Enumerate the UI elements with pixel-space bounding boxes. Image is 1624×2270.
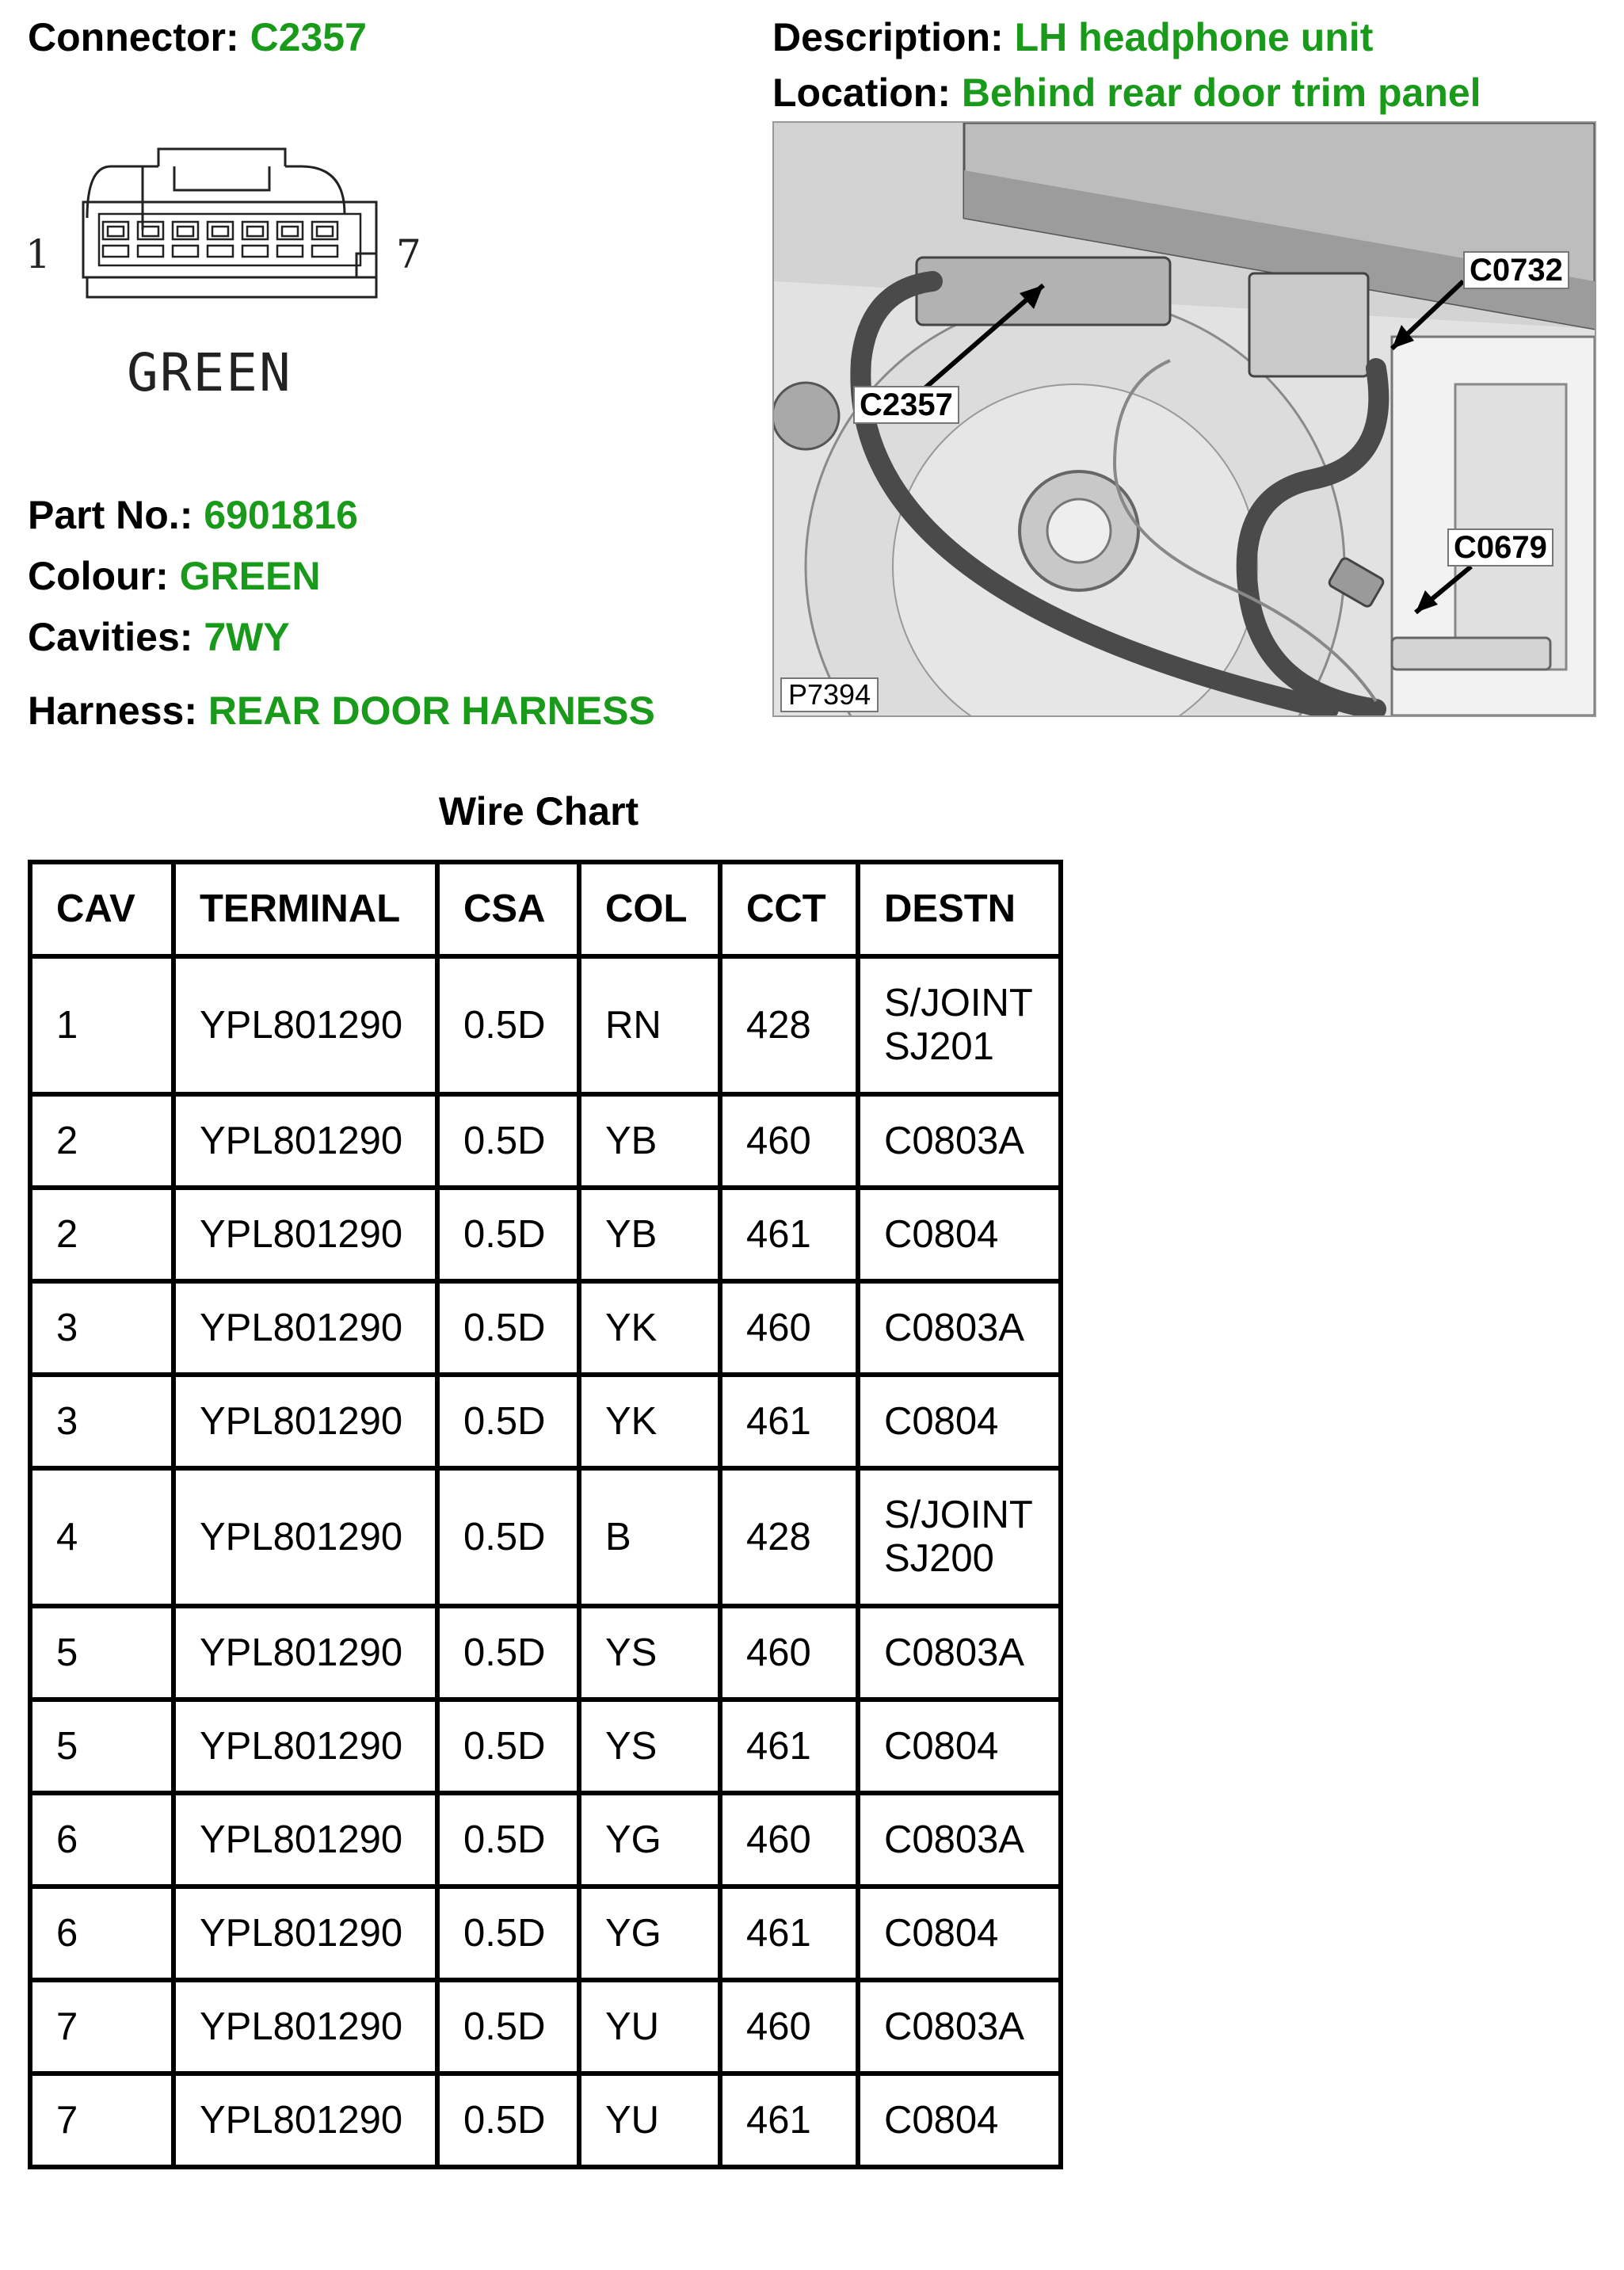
cell-terminal: YPL801290 <box>173 1188 437 1281</box>
cell-destn <box>858 1793 1061 1887</box>
header-csa: CSA <box>437 862 579 956</box>
cell-destn <box>858 2074 1061 2167</box>
cell-destn <box>858 956 1061 1094</box>
cavities-label: Cavities: <box>28 615 193 659</box>
cell-csa: 0.5D <box>437 1094 579 1188</box>
colour-value: GREEN <box>179 554 321 598</box>
header-col: COL <box>579 862 720 956</box>
cell-cav: 2 <box>30 1094 173 1188</box>
figure-id: P7394 <box>780 677 879 712</box>
cell-destn <box>858 1375 1061 1468</box>
cell-col: YS <box>579 1606 720 1700</box>
destn-line: C0803A <box>884 1306 1025 1349</box>
callout-c2357: C2357 <box>853 386 959 424</box>
cell-col: YG <box>579 1887 720 1980</box>
pin-last-number: 7 <box>396 231 421 277</box>
cell-cav: 4 <box>30 1468 173 1606</box>
cell-csa: 0.5D <box>437 1188 579 1281</box>
cell-destn <box>858 1700 1061 1793</box>
cell-terminal: YPL801290 <box>173 1281 437 1375</box>
cell-cct: 460 <box>720 1980 858 2074</box>
cell-cav: 6 <box>30 1793 173 1887</box>
cell-cct: 460 <box>720 1793 858 1887</box>
cavity-row <box>103 222 337 257</box>
destn-line: C0803A <box>884 1119 1025 1162</box>
cell-cct: 460 <box>720 1606 858 1700</box>
cell-csa: 0.5D <box>437 2074 579 2167</box>
cell-cct: 461 <box>720 1887 858 1980</box>
destn-line: C0804 <box>884 1724 999 1768</box>
connector-face-diagram <box>79 143 388 325</box>
table-row <box>30 1188 1061 1281</box>
destn-line: S/JOINT <box>884 1494 1033 1537</box>
description-value: LH headphone unit <box>1014 15 1374 59</box>
cell-terminal: YPL801290 <box>173 1980 437 2074</box>
wire-chart-table <box>28 860 1063 2169</box>
cell-col: YK <box>579 1281 720 1375</box>
cell-terminal: YPL801290 <box>173 1606 437 1700</box>
header-terminal: TERMINAL <box>173 862 437 956</box>
cell-cav: 1 <box>30 956 173 1094</box>
cell-col: B <box>579 1468 720 1606</box>
table-row <box>30 1793 1061 1887</box>
cell-destn <box>858 1606 1061 1700</box>
description-label: Description: <box>772 15 1004 59</box>
table-row <box>30 1980 1061 2074</box>
pin-first-number: 1 <box>25 231 51 277</box>
cavities-field <box>28 617 290 657</box>
table-row <box>30 1094 1061 1188</box>
cell-csa: 0.5D <box>437 1606 579 1700</box>
destn-line: C0804 <box>884 1911 999 1955</box>
table-row <box>30 1281 1061 1375</box>
location-field <box>772 73 1481 113</box>
cell-cav: 3 <box>30 1375 173 1468</box>
location-illustration <box>772 121 1596 717</box>
cell-terminal: YPL801290 <box>173 1700 437 1793</box>
cell-destn <box>858 1094 1061 1188</box>
cell-cav: 5 <box>30 1700 173 1793</box>
cell-csa: 0.5D <box>437 1793 579 1887</box>
destn-line: SJ200 <box>884 1537 994 1580</box>
part-no-value: 6901816 <box>204 493 358 537</box>
cell-terminal: YPL801290 <box>173 1094 437 1188</box>
cell-cct: 461 <box>720 1700 858 1793</box>
cell-cav: 7 <box>30 2074 173 2167</box>
cell-cct: 461 <box>720 2074 858 2167</box>
cell-csa: 0.5D <box>437 1468 579 1606</box>
cell-cct: 461 <box>720 1375 858 1468</box>
cell-col: RN <box>579 956 720 1094</box>
cell-cct: 460 <box>720 1094 858 1188</box>
callout-c0679: C0679 <box>1447 528 1553 567</box>
cell-cav: 5 <box>30 1606 173 1700</box>
table-row <box>30 2074 1061 2167</box>
cell-terminal: YPL801290 <box>173 2074 437 2167</box>
table-row <box>30 1887 1061 1980</box>
cell-terminal: YPL801290 <box>173 1375 437 1468</box>
cell-cct: 461 <box>720 1188 858 1281</box>
destn-line: C0803A <box>884 1631 1025 1674</box>
location-label: Location: <box>772 71 951 115</box>
destn-line: C0803A <box>884 1818 1025 1861</box>
header-destn: DESTN <box>858 862 1061 956</box>
cell-csa: 0.5D <box>437 1887 579 1980</box>
destn-line: SJ201 <box>884 1025 994 1068</box>
harness-value: REAR DOOR HARNESS <box>208 689 655 733</box>
cell-destn <box>858 1887 1061 1980</box>
table-row <box>30 1375 1061 1468</box>
cell-cct: 428 <box>720 956 858 1094</box>
wire-chart-title: Wire Chart <box>438 789 639 834</box>
cell-destn <box>858 1188 1061 1281</box>
harness-label: Harness: <box>28 689 197 733</box>
header-cct: CCT <box>720 862 858 956</box>
destn-line: C0804 <box>884 1212 999 1256</box>
cell-cav: 7 <box>30 1980 173 2074</box>
cell-csa: 0.5D <box>437 1700 579 1793</box>
cell-col: YB <box>579 1094 720 1188</box>
cell-cav: 6 <box>30 1887 173 1980</box>
description-field <box>772 17 1373 57</box>
cell-csa: 0.5D <box>437 1281 579 1375</box>
wire-chart-body <box>30 956 1061 2167</box>
table-row <box>30 956 1061 1094</box>
cell-cct: 428 <box>720 1468 858 1606</box>
colour-field <box>28 556 320 596</box>
cell-destn <box>858 1468 1061 1606</box>
cell-col: YK <box>579 1375 720 1468</box>
cell-terminal: YPL801290 <box>173 956 437 1094</box>
part-no-label: Part No.: <box>28 493 193 537</box>
wire-chart-header-row <box>30 862 1061 956</box>
location-value: Behind rear door trim panel <box>961 71 1481 115</box>
cell-col: YG <box>579 1793 720 1887</box>
cell-csa: 0.5D <box>437 1980 579 2074</box>
cell-csa: 0.5D <box>437 1375 579 1468</box>
connector-value: C2357 <box>250 15 367 59</box>
table-row <box>30 1700 1061 1793</box>
header-cav: CAV <box>30 862 173 956</box>
callout-c0732: C0732 <box>1463 251 1569 289</box>
cell-col: YU <box>579 1980 720 2074</box>
destn-line: C0803A <box>884 2005 1025 2048</box>
connector-field <box>28 17 367 57</box>
cell-terminal: YPL801290 <box>173 1887 437 1980</box>
cell-terminal: YPL801290 <box>173 1468 437 1606</box>
cell-col: YS <box>579 1700 720 1793</box>
table-row <box>30 1606 1061 1700</box>
cavities-value: 7WY <box>204 615 290 659</box>
cell-csa: 0.5D <box>437 956 579 1094</box>
part-no-field <box>28 495 358 535</box>
cell-destn <box>858 1281 1061 1375</box>
harness-field <box>28 691 655 731</box>
colour-label: Colour: <box>28 554 169 598</box>
connector-colour-label: GREEN <box>127 342 292 403</box>
cell-cav: 3 <box>30 1281 173 1375</box>
cell-cav: 2 <box>30 1188 173 1281</box>
cell-destn <box>858 1980 1061 2074</box>
cell-col: YB <box>579 1188 720 1281</box>
destn-line: C0804 <box>884 1399 999 1443</box>
cell-col: YU <box>579 2074 720 2167</box>
cell-terminal: YPL801290 <box>173 1793 437 1887</box>
table-row <box>30 1468 1061 1606</box>
destn-line: C0804 <box>884 2098 999 2142</box>
destn-line: S/JOINT <box>884 982 1033 1025</box>
connector-label: Connector: <box>28 15 239 59</box>
cell-cct: 460 <box>720 1281 858 1375</box>
